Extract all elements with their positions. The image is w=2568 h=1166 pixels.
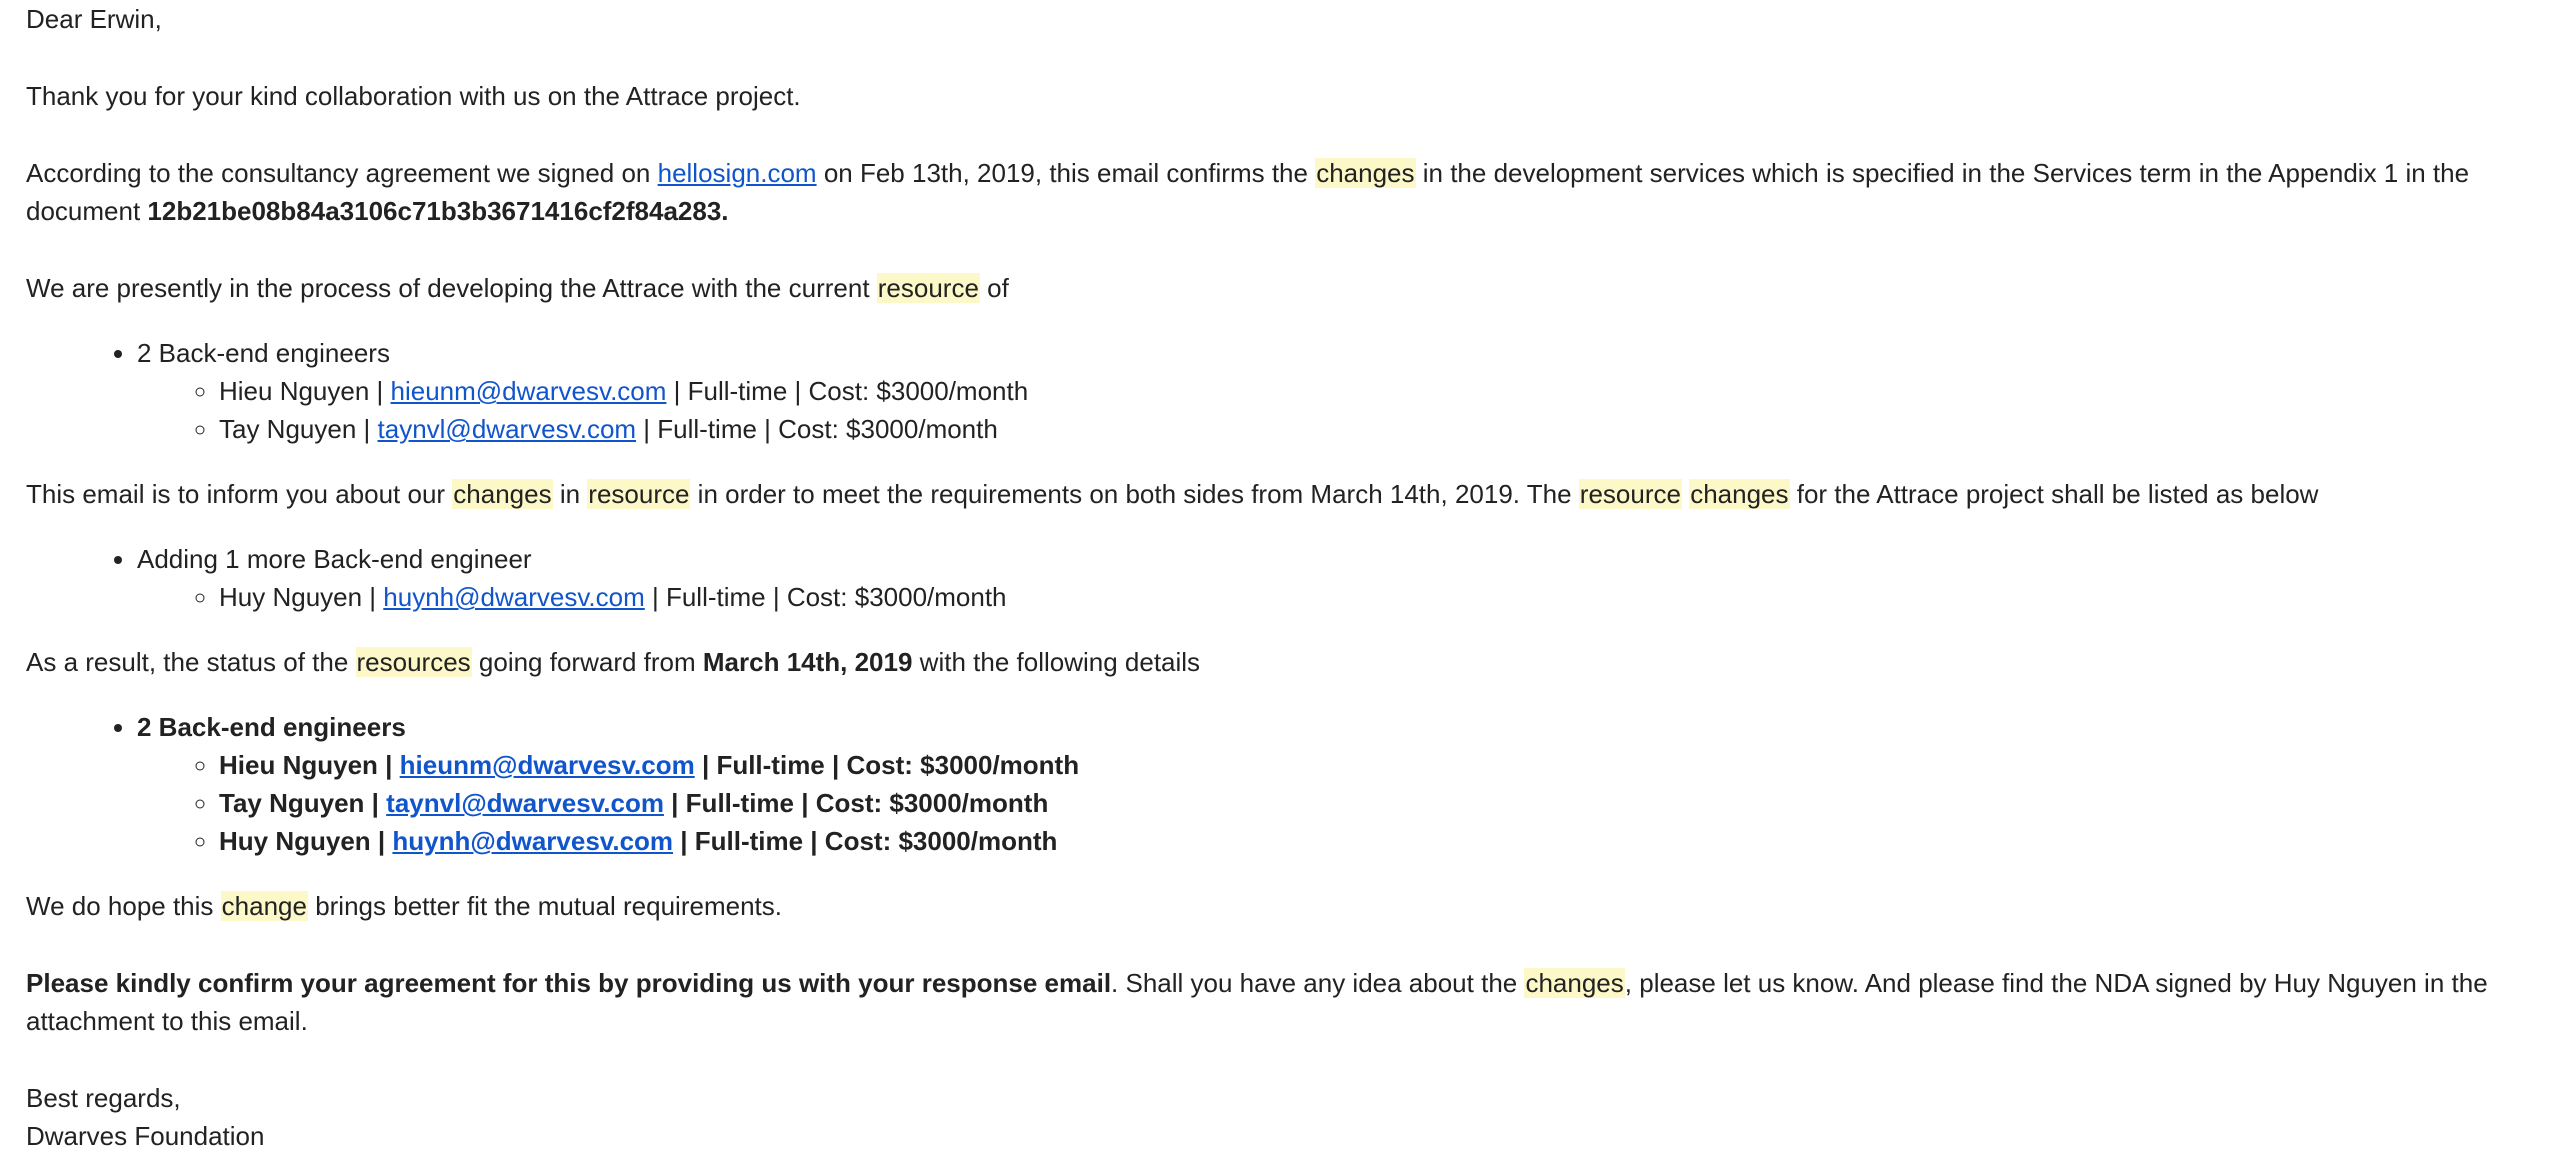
email-link[interactable]: taynvl@dwarvesv.com (377, 414, 637, 444)
effective-date: March 14th, 2019 (702, 647, 913, 677)
member-list (137, 578, 2508, 616)
highlight-changes: changes (1525, 968, 1624, 998)
email-link[interactable]: huynh@dwarvesv.com (392, 826, 674, 856)
email-link[interactable]: taynvl@dwarvesv.com (386, 788, 664, 818)
list-item: • Adding 1 more Back-end engineer ◦ Huy Nguyen | huynh@dwarvesv.com | Full-time | Cost: $3000/month (137, 540, 2508, 616)
greeting: Dear Erwin, (26, 4, 162, 34)
resource-change-list (26, 540, 2508, 616)
signature: Dwarves Foundation (26, 1121, 265, 1151)
document-id: 12b21be08b84a3106c71b3b3671416cf2f84a283. (147, 196, 729, 226)
highlight-resources: resources (356, 647, 471, 677)
hellosign-link[interactable]: hellosign.com (657, 158, 817, 188)
resulting-resource-list (26, 708, 2508, 860)
result-paragraph: As a result, the status of the resources going forward from March 14th, 2019 with the following details (26, 647, 1201, 677)
inform-paragraph: This email is to inform you about our changes in resource in order to meet the requirements on both sides from March 14th, 2019. The resource changes for the Attrace project shall be listed as below (26, 479, 2319, 509)
highlight-changes: changes (1690, 479, 1789, 509)
email-link[interactable]: hieunm@dwarvesv.com (399, 750, 695, 780)
current-resource-list (26, 334, 2508, 448)
current-resource-paragraph: We are presently in the process of developing the Attrace with the current resource of (26, 273, 1009, 303)
closing: Best regards, (26, 1083, 181, 1113)
confirm-request: Please kindly confirm your agreement for this by providing us with your response email (26, 968, 1112, 998)
email-link[interactable]: hieunm@dwarvesv.com (390, 376, 667, 406)
highlight-changes: changes (453, 479, 552, 509)
member-list (137, 746, 2508, 860)
list-item: • 2 Back-end engineers ◦ Hieu Nguyen | hieunm@dwarvesv.com | Full-time | Cost: $3000/month ◦ Tay Nguyen | taynvl@dwarvesv.com | Full-time | Cost: $3000/month ◦ Huy Nguyen | huynh@dwarvesv.com | Full-time | Cost: $3000/month (137, 708, 2508, 860)
member-list (137, 372, 2508, 448)
list-item: • 2 Back-end engineers ◦ Hieu Nguyen | hieunm@dwarvesv.com | Full-time | Cost: $3000/month ◦ Tay Nguyen | taynvl@dwarvesv.com | Full-time | Cost: $3000/month (137, 334, 2508, 448)
thanks-paragraph: Thank you for your kind collaboration with us on the Attrace project. (26, 81, 801, 111)
highlight-resource: resource (1579, 479, 1681, 509)
highlight-resource: resource (588, 479, 690, 509)
email-link[interactable]: huynh@dwarvesv.com (383, 582, 645, 612)
list-item: ◦ Tay Nguyen | taynvl@dwarvesv.com | Full-time | Cost: $3000/month (219, 784, 2508, 822)
list-item: ◦ Tay Nguyen | taynvl@dwarvesv.com | Full-time | Cost: $3000/month (219, 410, 2508, 448)
hope-paragraph: We do hope this change brings better fit the mutual requirements. (26, 891, 782, 921)
highlight-change: change (221, 891, 307, 921)
confirm-paragraph: Please kindly confirm your agreement for this by providing us with your response email. Shall you have any idea about the changes, please let us know. And please find the NDA signed by Huy Nguyen in the attachment to this email. (26, 968, 2488, 1036)
highlight-resource: resource (877, 273, 979, 303)
list-item: ◦ Hieu Nguyen | hieunm@dwarvesv.com | Full-time | Cost: $3000/month (219, 746, 2508, 784)
list-item: ◦ Hieu Nguyen | hieunm@dwarvesv.com | Full-time | Cost: $3000/month (219, 372, 2508, 410)
highlight-changes: changes (1316, 158, 1415, 188)
agreement-paragraph: According to the consultancy agreement we signed on hellosign.com on Feb 13th, 2019, this email confirms the changes in the development services which is specified in the Services term in the Appendix 1 in the document 12b21be08b84a3106c71b3b3671416cf2f84a283. (26, 158, 2470, 226)
list-item: ◦ Huy Nguyen | huynh@dwarvesv.com | Full-time | Cost: $3000/month (219, 578, 2508, 616)
list-item: ◦ Huy Nguyen | huynh@dwarvesv.com | Full-time | Cost: $3000/month (219, 822, 2508, 860)
